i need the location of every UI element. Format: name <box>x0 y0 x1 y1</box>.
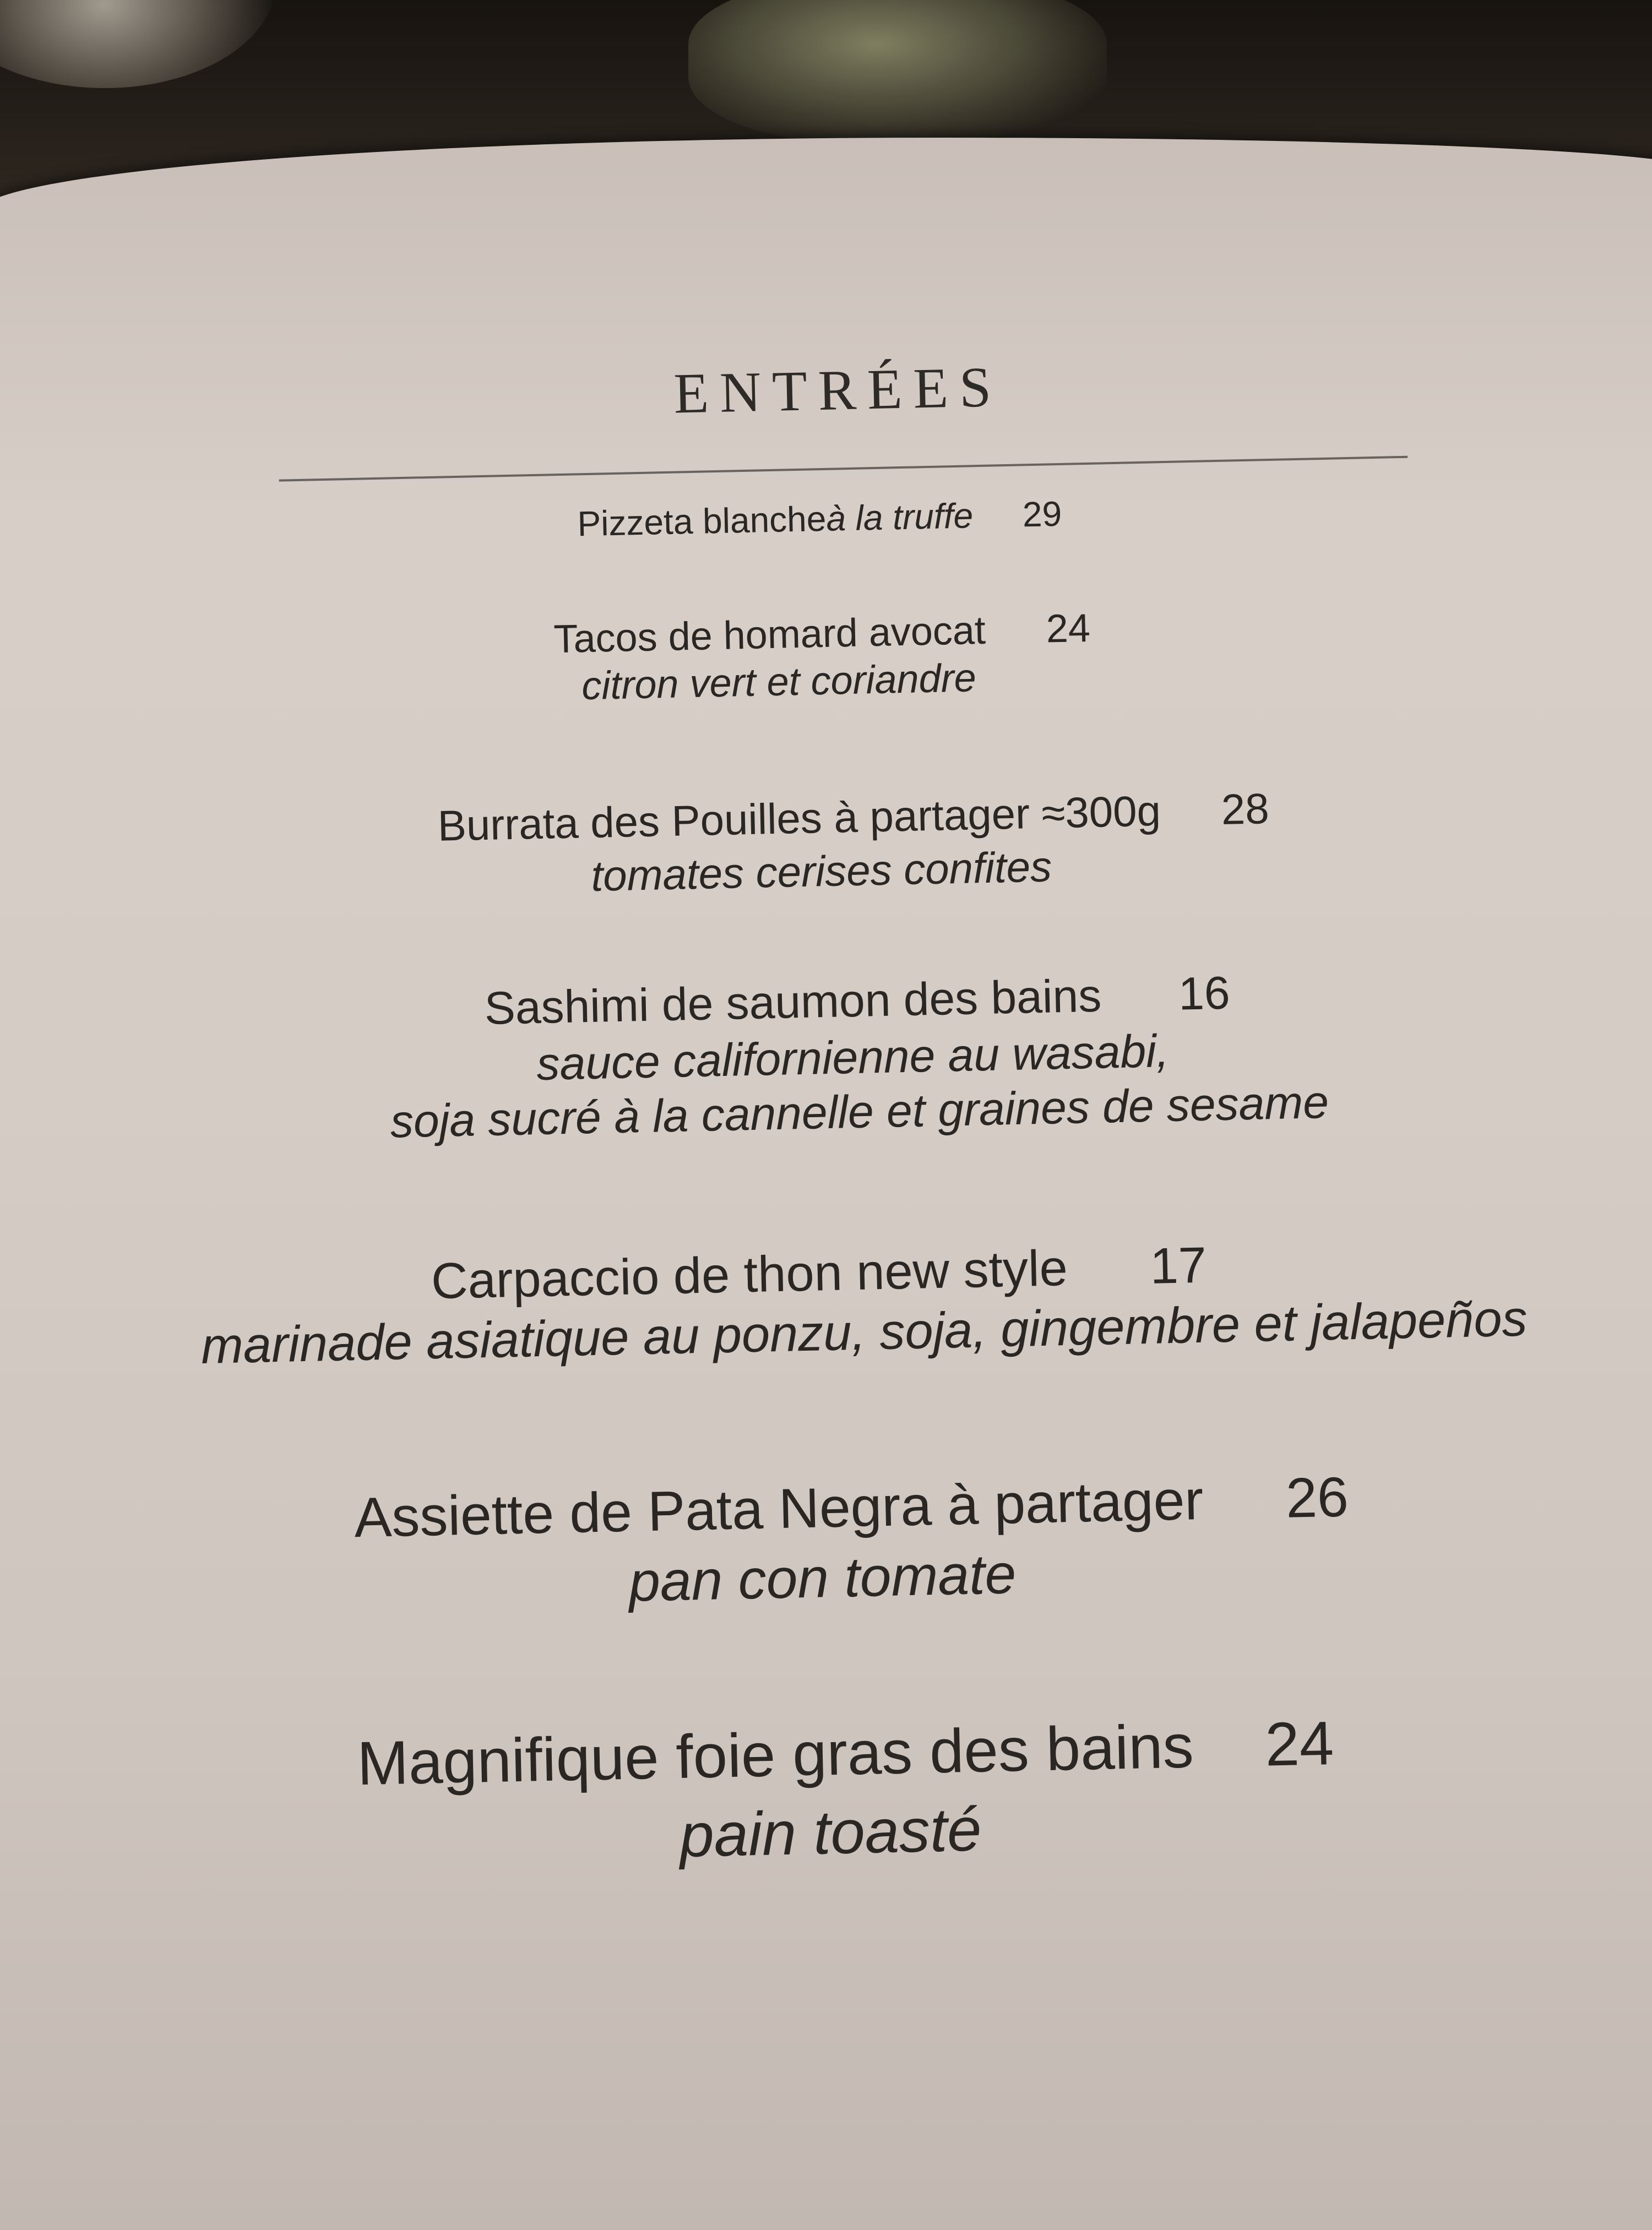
menu-item <box>379 489 1260 548</box>
menu-item-description: tomates cerises confites <box>590 842 1052 900</box>
menu-item <box>234 1463 1448 1623</box>
menu-item-price: 16 <box>1178 966 1231 1020</box>
menu-item-description: citron vert et coriandre <box>581 656 977 709</box>
menu-item-line <box>239 1705 1452 1802</box>
title-divider <box>279 456 1408 482</box>
menu-item <box>251 961 1466 1151</box>
menu-item-description: sauce californienne au wasabi, <box>536 1025 1170 1090</box>
menu-item-name: Tacos de homard avocat <box>553 608 986 662</box>
menu-item-description: marinade asiatique au ponzu, soja, gingembre et jalapeños <box>200 1290 1528 1374</box>
menu-item <box>146 1229 1580 1377</box>
menu-item-description: pain toasté <box>679 1794 982 1870</box>
menu-item-price: 28 <box>1220 784 1270 834</box>
menu-item-name: Carpaccio de thon new style <box>431 1240 1068 1310</box>
menu-item-price: 26 <box>1285 1465 1349 1530</box>
menu-item-name: Assiette de Pata Negra à partager <box>354 1468 1204 1549</box>
section-title <box>673 355 1003 427</box>
menu-item-line <box>379 489 1260 548</box>
menu-item-name-italic: à la truffe <box>825 496 974 539</box>
menu-item-description: pan con tomate <box>628 1542 1017 1613</box>
menu-item <box>381 602 1264 712</box>
menu-item-name: Pizzeta blanche <box>577 498 827 544</box>
menu-item <box>302 781 1405 907</box>
menu-item <box>239 1705 1453 1880</box>
section-title-text: ENTRÉES <box>673 355 1003 426</box>
menu-item-name: Sashimi de saumon des bains <box>483 969 1102 1035</box>
menu-item-price: 24 <box>1045 606 1091 651</box>
menu-item-name: Magnifique foie gras des bains <box>356 1711 1194 1798</box>
menu-item-price: 17 <box>1149 1237 1207 1295</box>
menu-item-price: 29 <box>1022 493 1062 535</box>
menu-item-name: Burrata des Pouilles à partager ≈300g <box>437 786 1161 850</box>
menu-item-description: soja sucré à la cannelle et graines de sesame <box>389 1076 1329 1147</box>
menu-item-price: 24 <box>1264 1709 1335 1779</box>
